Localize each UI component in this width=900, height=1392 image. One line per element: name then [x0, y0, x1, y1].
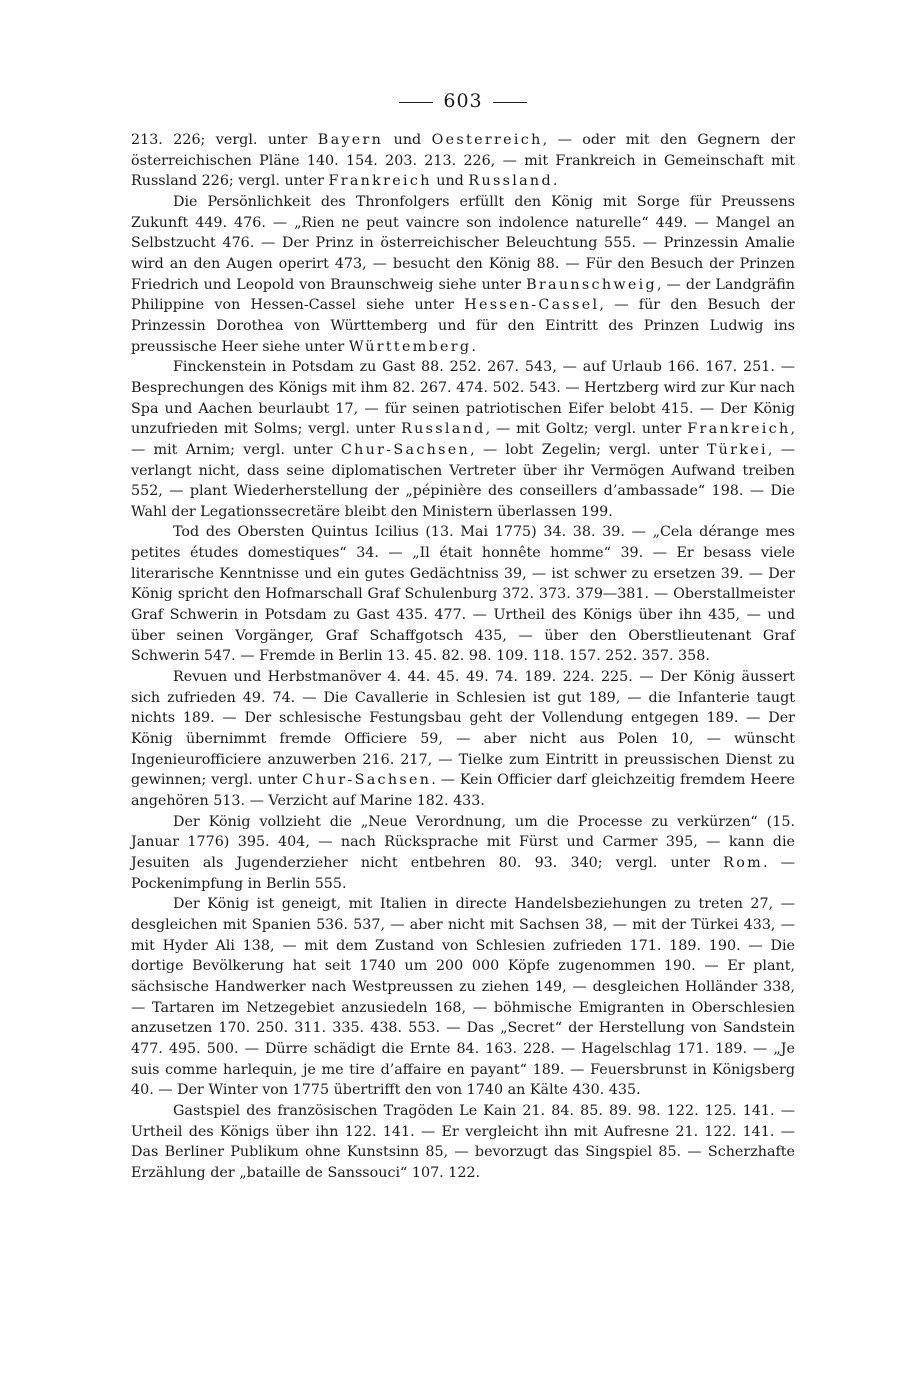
paragraph-text: . — Kein Officier darf gleichzeitig fremdem Heere angehören 513. — Verzicht auf Marine 182. 433.	[131, 772, 795, 809]
paragraph-text: , — lobt Zegelin; vergl. unter	[470, 441, 707, 458]
paragraph-text: Finckenstein in Potsdam zu Gast 88. 252. 267. 543, — auf Urlaub 166. 167. 251. — Besprechungen des Königs mit ihm 82. 267. 474. 502. 543. — Hertzberg wird zur Kur nach Spa und Aachen beurlaubt 17, — für seinen patriotischen Eifer belobt 415. — Der König unzufrieden mit Solms; vergl. unter	[131, 359, 795, 438]
page-number: 603	[443, 90, 483, 112]
cross-reference-term: Hessen-Cassel	[464, 297, 600, 314]
index-text-body	[131, 130, 795, 1183]
paragraph-text: Der König vollzieht die „Neue Verordnung, um die Processe zu verkürzen“ (15. Januar 1776) 395. 404, — nach Rücksprache mit Fürst und Carmer 395, — kann die Jesuiten als Jugenderzieher nicht entbehren 80. 93. 340; vergl. unter	[131, 813, 795, 871]
paragraph-text: Der König ist geneigt, mit Italien in directe Handelsbeziehungen zu treten 27, — desgleichen mit Spanien 536. 537, — aber nicht mit Sachsen 38, — mit der Türkei 433, — mit Hyder Ali 138, — mit dem Zustand von Schlesien zufrieden 171. 189. 190. — Die dortige Bevölkerung hat seit 1740 um 200 000 Köpfe zugenommen 190. — Er plant, sächsische Handwerker nach Westpreussen zu ziehen 149, — desgleichen Holländer 338, — Tartaren im Netzegebiet anzusiedeln 168, — böhmische Emigranten in Oberschlesien anzusetzen 170. 250. 311. 335. 438. 553. — Das „Secret“ der Herstellung von Sandstein 477. 495. 500. — Dürre schädigt die Ernte 84. 163. 228. — Hagelschlag 171. 189. — „Je suis comme harlequin, je me tire d’affaire en payant“ 189. — Feuersbrunst in Königsberg 40. — Der Winter von 1775 übertrifft den von 1740 an Kälte 430. 435.	[131, 896, 795, 1099]
index-paragraph	[131, 894, 795, 1101]
index-paragraph	[131, 357, 795, 522]
paragraph-text: .	[552, 173, 558, 190]
paragraph-text: , — mit Arnim; vergl. unter	[131, 421, 796, 458]
header-rule-left	[399, 102, 433, 103]
paragraph-text: 213. 226; vergl. unter	[131, 132, 318, 148]
cross-reference-term: Türkei	[706, 441, 768, 458]
paragraph-text: Revuen und Herbstmanöver 4. 44. 45. 49. 74. 189. 224. 225. — Der König äussert sich zufrieden 49. 74. — Die Cavallerie in Schlesien ist gut 189, — die Infanterie taugt nichts 189. — Der schlesische Festungsbau geht der Vollendung entgegen 189. — Der König übernimmt fremde Officiere 59, — aber nicht aus Polen 10, — wünscht Ingenieurofficiere anzuwerben 216. 217, — Tielke zum Eintritt in preussischen Dienst zu gewinnen; vergl. unter	[131, 669, 795, 789]
paragraph-text: , — verlangt nicht, dass seine diplomatischen Vertreter über ihr Vermögen Aufwand treiben 552, — plant Wiederherstellung der „pépinière des conseillers d’ambassade“ 198. — Die Wahl der Legationssecretäre bleibt den Ministern überlassen 199.	[131, 441, 795, 520]
cross-reference-term: Braunschweig	[526, 276, 657, 293]
index-paragraph	[131, 192, 795, 357]
paragraph-text: und	[431, 173, 469, 190]
paragraph-text: , — oder mit den Gegnern der österreichischen Pläne 140. 154. 203. 213. 226, — mit Frankreich in Gemeinschaft mit Russland 226; vergl. unter	[131, 132, 795, 190]
cross-reference-term: Chur-Sachsen	[340, 441, 471, 458]
paragraph-text: , — der Landgräfin Philippine von Hessen-Cassel siehe unter	[131, 276, 795, 314]
cross-reference-term: Frankreich	[687, 421, 791, 438]
header-rule-right	[493, 102, 527, 103]
paragraph-text: . — Pockenimpfung in Berlin 555.	[131, 854, 795, 892]
index-paragraph	[131, 812, 795, 895]
paragraph-text: Tod des Obersten Quintus Icilius (13. Mai 1775) 34. 38. 39. — „Cela dérange mes petites études domestiques“ 34. — „Il était honnête homme“ 39. — Er besass viele literarische Kenntnisse und ein gutes Gedächtniss 39, — ist schwer zu ersetzen 39. — Der König spricht den Hofmarschall Graf Schulenburg 372. 373. 379—381. — Oberstallmeister Graf Schwerin in Potsdam zu Gast 435. 477. — Urtheil des Königs über ihn 435, — und über seinen Vorgänger, Graf Schaffgotsch 435, — über den Oberstlieutenant Graf Schwerin 547. — Fremde in Berlin 13. 45. 82. 98. 109. 118. 157. 252. 357. 358.	[131, 524, 795, 665]
paragraph-text: .	[471, 338, 476, 355]
book-page	[131, 88, 795, 1183]
paragraph-text: , — für den Besuch der Prinzessin Dorothea von Württemberg und für den Eintritt des Prinzen Ludwig ins preussische Heer siehe unter	[131, 297, 795, 355]
cross-reference-term: Bayern	[317, 132, 384, 148]
page-header	[131, 88, 795, 114]
cross-reference-term: Frankreich	[328, 173, 432, 190]
cross-reference-term: Rom	[723, 854, 763, 871]
paragraph-text: Gastspiel des französischen Tragöden Le Kain 21. 84. 85. 89. 98. 122. 125. 141. — Urtheil des Königs über ihn 122. 141. — Er vergleicht ihn mit Aufresne 21. 122. 141. — Das Berliner Publikum ohne Kunstsinn 85, — bevorzugt das Singspiel 85. — Scherzhafte Erzählung der „bataille de Sanssouci“ 107. 122.	[131, 1102, 795, 1181]
paragraph-text: Die Persönlichkeit des Thronfolgers erfüllt den König mit Sorge für Preussens Zukunft 449. 476. — „Rien ne peut vaincre son indolence naturelle“ 449. — Mangel an Selbstzucht 476. — Der Prinz in österreichischer Beleuchtung 555. — Prinzessin Amalie wird an den Augen operirt 473, — besucht den König 88. — Für den Besuch der Prinzen Friedrich und Leopold von Braunschweig siehe unter	[131, 193, 795, 293]
index-paragraph	[131, 522, 795, 667]
cross-reference-term: Chur-Sachsen	[302, 772, 432, 789]
cross-reference-term: Russland	[401, 421, 486, 438]
paragraph-text: , — mit Goltz; vergl. unter	[485, 421, 688, 438]
cross-reference-term: Württemberg	[348, 338, 472, 355]
paragraph-text: und	[383, 132, 432, 148]
index-paragraph	[131, 130, 795, 192]
index-paragraph	[131, 667, 795, 812]
index-paragraph	[131, 1101, 795, 1184]
cross-reference-term: Russland	[468, 173, 553, 190]
cross-reference-term: Oesterreich	[431, 132, 543, 148]
